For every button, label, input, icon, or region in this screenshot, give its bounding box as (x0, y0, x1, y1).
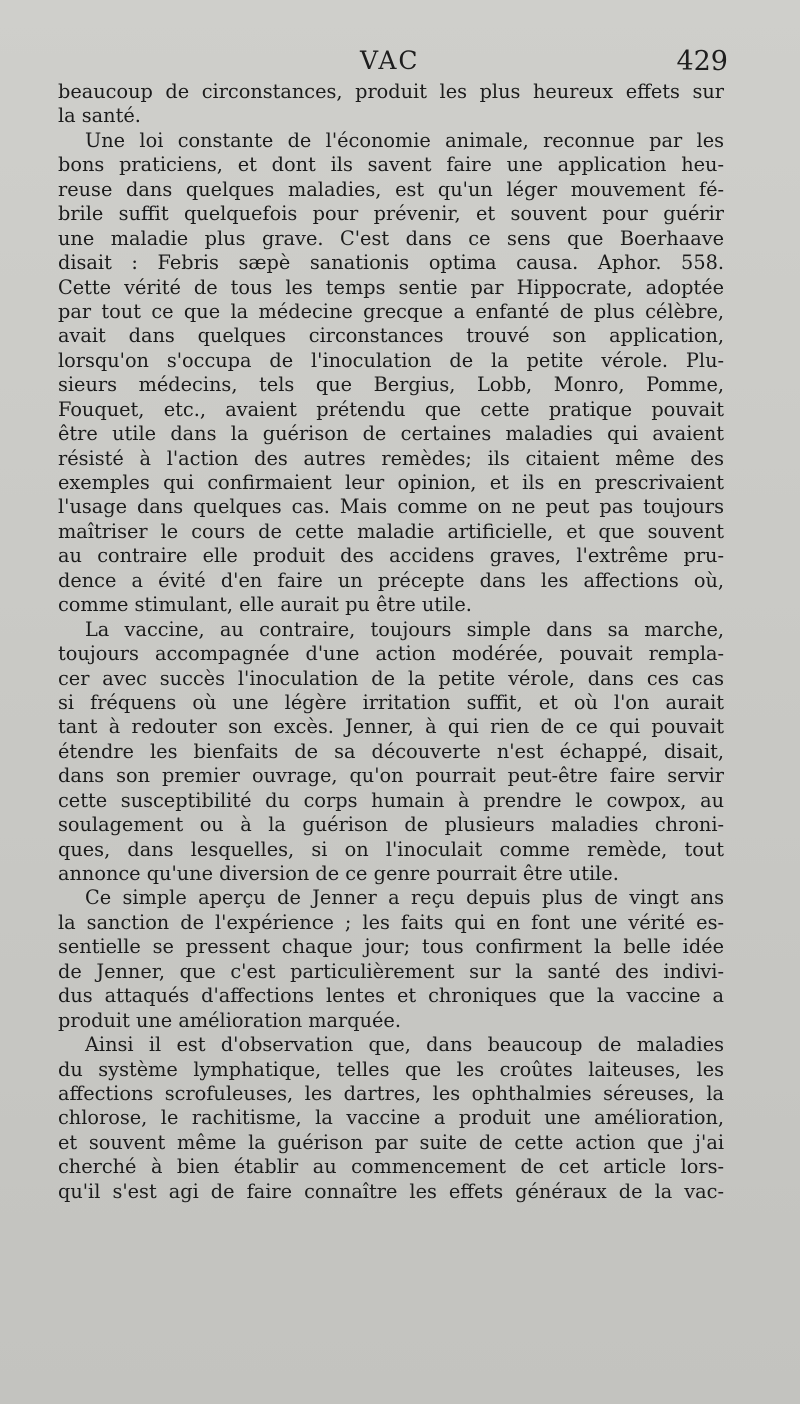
text-line: dence a évité d'en faire un précepte dans les affections où, (58, 568, 724, 592)
text-line: beaucoup de circonstances, produit les plus heureux effets sur (58, 80, 724, 103)
text-line: exemples qui confirmaient leur opinion, et ils en prescrivaient (58, 471, 724, 494)
text-line: La vaccine, au contraire, toujours simple dans sa marche, (85, 617, 724, 641)
text-line: au contraire elle produit des accidens graves, l'extrême pru- (58, 544, 724, 568)
text-line: Cette vérité de tous les temps sentie par Hippocrate, adoptée (58, 275, 724, 299)
text-line: disait : Febris sæpè sanationis optima causa. Aphor. 558. (58, 251, 724, 275)
text-line: sieurs médecins, tels que Bergius, Lobb, Monro, Pomme, (58, 373, 724, 397)
text-line: toujours accompagnée d'une action modérée, pouvait rempla- (58, 642, 724, 666)
text-line: qu'il s'est agi de faire connaître les effets généraux de la vac- (58, 1179, 724, 1203)
text-line: du système lymphatique, telles que les croûtes laiteuses, les (58, 1057, 724, 1081)
text-line: de Jenner, que c'est particulièrement sur la santé des indivi- (58, 959, 724, 983)
text-line: lorsqu'on s'occupa de l'inoculation de la petite vérole. Plu- (58, 348, 724, 372)
text-line: si fréquens où une légère irritation suffit, et où l'on aurait (58, 690, 724, 714)
page-number: 429 (676, 46, 728, 77)
text-line: Ainsi il est d'observation que, dans beaucoup de maladies (85, 1033, 724, 1057)
text-line: cherché à bien établir au commencement de cet article lors- (58, 1155, 724, 1179)
text-line: ques, dans lesquelles, si on l'inoculait comme remède, tout (58, 837, 724, 861)
text-line: comme stimulant, elle aurait pu être utile. (58, 593, 472, 617)
text-line: tant à redouter son excès. Jenner, à qui rien de ce qui pouvait (58, 715, 724, 739)
text-line: dans son premier ouvrage, qu'on pourrait peut-être faire servir (58, 764, 724, 788)
text-line: maîtriser le cours de cette maladie artificielle, et que souvent (58, 519, 724, 543)
text-line: Fouquet, etc., avaient prétendu que cette pratique pouvait (58, 397, 724, 421)
text-line: résisté à l'action des autres remèdes; ils citaient même des (58, 446, 724, 470)
text-line: la sanction de l'expérience ; les faits qui en font une vérité es- (58, 910, 724, 934)
text-line: et souvent même la guérison par suite de cette action que j'ai (58, 1130, 724, 1154)
text-line: la santé. (58, 104, 141, 128)
text-line: avait dans quelques circonstances trouvé son application, (58, 324, 724, 348)
text-line: par tout ce que la médecine grecque a enfanté de plus célèbre, (58, 299, 724, 323)
text-line: affections scrofuleuses, les dartres, les ophthalmies séreuses, la (58, 1081, 724, 1105)
text-line: reuse dans quelques maladies, est qu'un léger mouvement fé- (58, 177, 724, 201)
body-text (58, 80, 724, 1204)
text-line: une maladie plus grave. C'est dans ce sens que Boerhaave (58, 226, 724, 250)
text-line: produit une amélioration marquée. (58, 1008, 401, 1032)
running-head: VAC (360, 46, 420, 75)
text-line: chlorose, le rachitisme, la vaccine a produit une amélioration, (58, 1106, 724, 1130)
text-line: étendre les bienfaits de sa découverte n'est échappé, disait, (58, 739, 724, 763)
text-line: soulagement ou à la guérison de plusieurs maladies chroni- (58, 813, 724, 837)
text-line: l'usage dans quelques cas. Mais comme on ne peut pas toujours (58, 495, 724, 519)
text-line: bons praticiens, et dont ils savent faire une application heu- (58, 153, 724, 177)
text-line: cette susceptibilité du corps humain à prendre le cowpox, au (58, 788, 724, 812)
text-line: Une loi constante de l'économie animale, reconnue par les (85, 128, 724, 152)
text-line: brile suffit quelquefois pour prévenir, et souvent pour guérir (58, 202, 724, 226)
text-line: cer avec succès l'inoculation de la petite vérole, dans ces cas (58, 666, 724, 690)
text-line: dus attaqués d'affections lentes et chroniques que la vaccine a (58, 984, 724, 1008)
text-line: être utile dans la guérison de certaines maladies qui avaient (58, 422, 724, 446)
text-line: Ce simple aperçu de Jenner a reçu depuis plus de vingt ans (85, 886, 724, 910)
text-line: sentielle se pressent chaque jour; tous confirment la belle idée (58, 935, 724, 959)
text-line: annonce qu'une diversion de ce genre pourrait être utile. (58, 862, 619, 885)
